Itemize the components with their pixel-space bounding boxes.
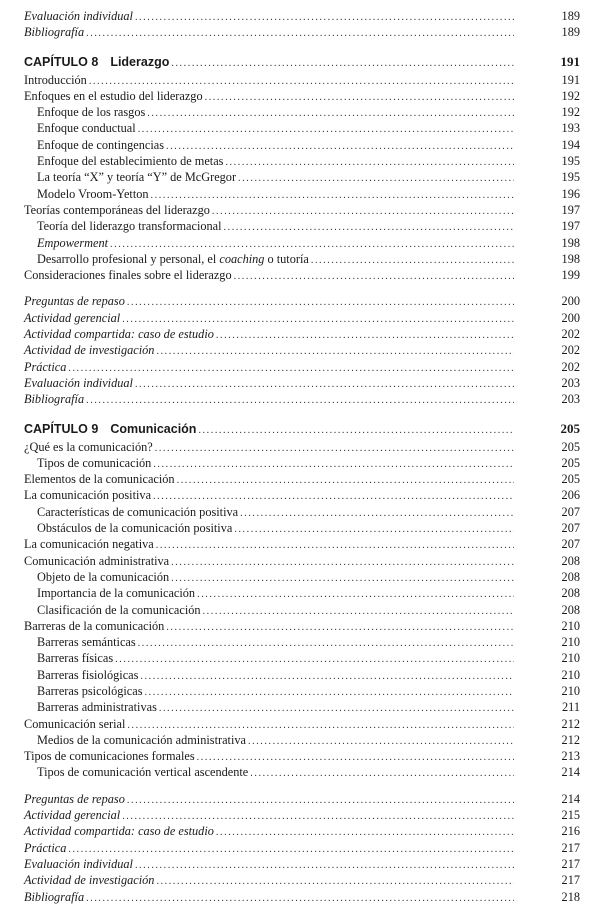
- section-entry[interactable]: [24, 267, 580, 283]
- chapter-label: CAPÍTULO 9: [24, 421, 99, 436]
- subsection-entry[interactable]: [24, 569, 580, 585]
- section-entry[interactable]: [24, 553, 580, 569]
- section-entry[interactable]: [24, 748, 580, 764]
- page-number: 194: [561, 137, 580, 152]
- dot-leader: [135, 10, 514, 26]
- dot-leader: [166, 620, 514, 636]
- entry-title: [24, 889, 84, 905]
- page-number: 207: [561, 504, 580, 519]
- chapter-heading[interactable]: [24, 54, 580, 72]
- entry-title: [24, 120, 136, 136]
- page-number: 200: [561, 294, 580, 309]
- page-number: 189: [561, 25, 580, 40]
- section-entry[interactable]: [24, 618, 580, 634]
- dot-leader: [135, 858, 514, 874]
- page-number: 205: [561, 439, 580, 454]
- page-number: 196: [561, 186, 580, 201]
- dot-leader: [135, 377, 514, 393]
- entry-text: Modelo Vroom-Yetton: [37, 186, 149, 201]
- dot-leader: [138, 636, 514, 652]
- entry-title: [24, 342, 154, 358]
- entry-title: [24, 455, 151, 471]
- section-entry[interactable]: [24, 72, 580, 88]
- subsection-entry[interactable]: [24, 218, 580, 234]
- entry-title: [24, 791, 125, 807]
- dot-leader: [205, 90, 514, 106]
- entry-text: Teorías contemporáneas del liderazgo: [24, 202, 210, 217]
- activity-entry[interactable]: [24, 823, 580, 839]
- dot-leader: [86, 26, 514, 42]
- page-number: 214: [561, 791, 580, 806]
- page-number: 205: [560, 420, 580, 436]
- entry-text: Actividad gerencial: [24, 310, 121, 325]
- dot-leader: [68, 361, 514, 377]
- entry-text: Actividad gerencial: [24, 808, 121, 823]
- page-number: 205: [561, 472, 580, 487]
- entry-title: [24, 536, 154, 552]
- entry-title: [24, 807, 120, 823]
- entry-title: [24, 326, 214, 342]
- entry-text: Actividad de investigación: [24, 343, 155, 358]
- page-number: 205: [561, 455, 580, 470]
- entry-title: [24, 104, 145, 120]
- page-number: 217: [561, 840, 580, 855]
- entry-title: [24, 618, 164, 634]
- chapter-name: Liderazgo: [110, 54, 170, 69]
- entry-text: Bibliografía: [24, 392, 85, 407]
- entry-title: [24, 487, 151, 503]
- entry-title: [24, 24, 84, 40]
- dot-leader: [225, 155, 514, 171]
- entry-title: [24, 569, 169, 585]
- entry-text: Desarrollo profesional y personal, el: [37, 251, 220, 266]
- entry-text: Barreras fisiológicas: [37, 667, 139, 682]
- entry-title: [24, 872, 154, 888]
- entry-title: [24, 520, 232, 536]
- entry-title: [24, 585, 195, 601]
- subsection-entry[interactable]: [24, 186, 580, 202]
- chapter-title: [24, 421, 196, 437]
- entry-text: Barreras administrativas: [37, 700, 157, 715]
- entry-title: [24, 186, 149, 202]
- page-number: 192: [561, 105, 580, 120]
- page-number: 206: [561, 488, 580, 503]
- entry-text: Enfoques en el estudio del liderazgo: [24, 88, 203, 103]
- entry-title: [24, 375, 133, 391]
- activity-entry[interactable]: [24, 375, 580, 391]
- subsection-entry[interactable]: [24, 650, 580, 666]
- activity-entry[interactable]: [24, 310, 580, 326]
- entry-text: Evaluación individual: [24, 9, 133, 23]
- subsection-entry[interactable]: [24, 764, 580, 780]
- page-number: 216: [561, 824, 580, 839]
- entry-title: [24, 218, 222, 234]
- dot-leader: [86, 891, 514, 907]
- entry-emphasis: coaching: [219, 251, 265, 266]
- page-number: 210: [561, 651, 580, 666]
- dot-leader: [156, 538, 514, 554]
- activity-entry[interactable]: [24, 807, 580, 823]
- dot-leader: [234, 522, 514, 538]
- entry-text: Tipos de comunicación vertical ascendente: [37, 765, 249, 780]
- entry-text: ¿Qué es la comunicación?: [24, 439, 153, 454]
- page-number: 215: [561, 808, 580, 823]
- entry-title: [24, 553, 169, 569]
- section-entry[interactable]: [24, 487, 580, 503]
- page-number: 212: [561, 716, 580, 731]
- entry-title: [24, 137, 164, 153]
- section-entry[interactable]: [24, 202, 580, 218]
- entry-text: Evaluación individual: [24, 375, 133, 390]
- subsection-entry[interactable]: [24, 732, 580, 748]
- chapter-name: Comunicación: [110, 421, 197, 436]
- entry-title: [24, 667, 138, 683]
- entry-title: [24, 471, 175, 487]
- entry-text: La teoría “X” y teoría “Y” de McGregor: [37, 170, 237, 185]
- page-number: 212: [561, 732, 580, 747]
- dot-leader: [224, 220, 514, 236]
- entry-text: Actividad compartida: caso de estudio: [24, 824, 214, 839]
- activity-entry[interactable]: [24, 840, 580, 856]
- entry-title: [24, 504, 238, 520]
- activity-entry[interactable]: [24, 791, 580, 807]
- dot-leader: [86, 393, 514, 409]
- subsection-entry[interactable]: [24, 504, 580, 520]
- page-number: 203: [561, 392, 580, 407]
- dot-leader: [212, 204, 514, 220]
- entry-title: [24, 699, 157, 715]
- entry-text: Enfoque de los rasgos: [37, 105, 146, 120]
- entry-text: Actividad compartida: caso de estudio: [24, 327, 214, 342]
- section-entry[interactable]: [24, 471, 580, 487]
- page-number: 210: [561, 618, 580, 633]
- dot-leader: [127, 295, 514, 311]
- dot-leader: [311, 253, 514, 269]
- dot-leader: [238, 171, 514, 187]
- entry-title: [24, 88, 203, 104]
- entry-text: Tipos de comunicaciones formales: [24, 749, 195, 764]
- activity-entry[interactable]: [24, 8, 580, 24]
- entry-text: Objeto de la comunicación: [37, 569, 170, 584]
- entry-title: [24, 153, 223, 169]
- dot-leader: [171, 555, 514, 571]
- entry-text: Enfoque de contingencias: [37, 137, 165, 152]
- activity-entry[interactable]: [24, 326, 580, 342]
- subsection-entry[interactable]: [24, 120, 580, 136]
- entry-title: [24, 8, 133, 24]
- table-of-contents: [24, 8, 580, 905]
- entry-title: [24, 748, 195, 764]
- entry-title: [24, 251, 309, 267]
- entry-text: Evaluación individual: [24, 856, 133, 871]
- entry-text: La comunicación positiva: [24, 488, 152, 503]
- page-number: 189: [561, 9, 580, 23]
- dot-leader: [250, 766, 514, 782]
- dot-leader: [197, 587, 514, 603]
- dot-leader: [159, 701, 514, 717]
- page-number: 217: [561, 856, 580, 871]
- entry-title: [24, 634, 136, 650]
- chapter-title: [24, 54, 169, 70]
- page-number: 218: [561, 889, 580, 904]
- entry-title: [24, 235, 108, 251]
- entry-title: [24, 359, 66, 375]
- entry-text: Barreras psicológicas: [37, 683, 143, 698]
- entry-text: La comunicación negativa: [24, 537, 154, 552]
- dot-leader: [156, 344, 514, 360]
- page-number: 210: [561, 667, 580, 682]
- page-number: 208: [561, 586, 580, 601]
- page-number: 191: [560, 53, 580, 69]
- subsection-entry[interactable]: [24, 667, 580, 683]
- page-number: 192: [561, 88, 580, 103]
- entry-text: Preguntas de repaso: [24, 791, 125, 806]
- dot-leader: [240, 506, 514, 522]
- page-number: 197: [561, 219, 580, 234]
- entry-text: Clasificación de la comunicación: [37, 602, 201, 617]
- dot-leader: [216, 825, 514, 841]
- dot-leader: [68, 842, 514, 858]
- entry-text: Empowerment: [37, 235, 109, 250]
- subsection-entry[interactable]: [24, 137, 580, 153]
- section-entry[interactable]: [24, 88, 580, 104]
- entry-text: Barreras de la comunicación: [24, 618, 165, 633]
- page-number: 191: [561, 72, 580, 87]
- section-entry[interactable]: [24, 439, 580, 455]
- page-number: 197: [561, 202, 580, 217]
- entry-text: Características de comunicación positiva: [37, 504, 239, 519]
- entry-title: [24, 823, 214, 839]
- subsection-entry[interactable]: [24, 104, 580, 120]
- activity-entry[interactable]: [24, 872, 580, 888]
- dot-leader: [171, 571, 514, 587]
- page-number: 210: [561, 683, 580, 698]
- subsection-entry[interactable]: [24, 520, 580, 536]
- subsection-entry[interactable]: [24, 634, 580, 650]
- entry-title: [24, 716, 125, 732]
- dot-leader: [127, 793, 514, 809]
- dot-leader: [171, 56, 514, 72]
- entry-text: Bibliografía: [24, 25, 85, 40]
- dot-leader: [248, 734, 514, 750]
- page-number: 208: [561, 569, 580, 584]
- subsection-entry[interactable]: [24, 235, 580, 251]
- page-number: 213: [561, 749, 580, 764]
- dot-leader: [153, 457, 514, 473]
- dot-leader: [216, 328, 514, 344]
- entry-title: [24, 267, 232, 283]
- subsection-entry[interactable]: [24, 455, 580, 471]
- page-number: 211: [562, 700, 580, 715]
- activity-entry[interactable]: [24, 856, 580, 872]
- chapter-label: CAPÍTULO 8: [24, 54, 99, 69]
- entry-text: Comunicación administrativa: [24, 553, 170, 568]
- section-entry[interactable]: [24, 716, 580, 732]
- subsection-entry[interactable]: [24, 251, 580, 267]
- subsection-entry[interactable]: [24, 699, 580, 715]
- entry-title: [24, 310, 120, 326]
- entry-text: Medios de la comunicación administrativa: [37, 732, 246, 747]
- entry-text: Importancia de la comunicación: [37, 586, 196, 601]
- dot-leader: [203, 604, 514, 620]
- page-number: 195: [561, 154, 580, 169]
- entry-text: Práctica: [24, 840, 67, 855]
- dot-leader: [140, 669, 514, 685]
- page-number: 203: [561, 375, 580, 390]
- entry-text: Práctica: [24, 359, 67, 374]
- dot-leader: [138, 122, 514, 138]
- page-number: 198: [561, 251, 580, 266]
- entry-text: Enfoque del establecimiento de metas: [37, 154, 224, 169]
- page-number: 214: [561, 765, 580, 780]
- section-entry[interactable]: [24, 536, 580, 552]
- dot-leader: [177, 473, 514, 489]
- dot-leader: [198, 423, 514, 439]
- dot-leader: [115, 652, 514, 668]
- entry-text: Obstáculos de la comunicación positiva: [37, 521, 233, 536]
- chapter-heading[interactable]: [24, 421, 580, 439]
- activity-entry[interactable]: [24, 359, 580, 375]
- page-number: 198: [561, 235, 580, 250]
- dot-leader: [155, 441, 514, 457]
- page-number: 207: [561, 521, 580, 536]
- entry-text: Enfoque conductual: [37, 121, 136, 136]
- entry-text: Introducción: [24, 72, 87, 87]
- entry-title: [24, 391, 84, 407]
- entry-text: Consideraciones finales sobre el liderazgo: [24, 268, 232, 283]
- page-number: 208: [561, 602, 580, 617]
- subsection-entry[interactable]: [24, 585, 580, 601]
- entry-title: [24, 856, 133, 872]
- subsection-entry[interactable]: [24, 153, 580, 169]
- entry-title: [24, 169, 236, 185]
- entry-title: [24, 602, 201, 618]
- entry-title: [24, 202, 210, 218]
- entry-text: Elementos de la comunicación: [24, 472, 175, 487]
- dot-leader: [147, 106, 514, 122]
- entry-title: [24, 732, 246, 748]
- entry-title: [24, 293, 125, 309]
- page-number: 195: [561, 170, 580, 185]
- page-number: 208: [561, 553, 580, 568]
- page-number: 202: [561, 327, 580, 342]
- entry-text: Actividad de investigación: [24, 873, 155, 888]
- entry-title: [24, 439, 153, 455]
- page-number: 210: [561, 635, 580, 650]
- subsection-entry[interactable]: [24, 169, 580, 185]
- entry-text: Bibliografía: [24, 889, 85, 904]
- page-number: 207: [561, 537, 580, 552]
- activity-entry[interactable]: [24, 24, 580, 40]
- entry-title: [24, 72, 87, 88]
- entry-text: Comunicación serial: [24, 716, 126, 731]
- entry-text: Teoría del liderazgo transformacional: [37, 219, 222, 234]
- entry-text: Barreras semánticas: [37, 635, 136, 650]
- entry-title: [24, 840, 66, 856]
- entry-title: [24, 683, 143, 699]
- activity-entry[interactable]: [24, 293, 580, 309]
- entry-text-rest: o tutoría: [264, 251, 309, 266]
- dot-leader: [156, 874, 514, 890]
- entry-text: Barreras físicas: [37, 651, 114, 666]
- page-number: 217: [561, 873, 580, 888]
- subsection-entry[interactable]: [24, 602, 580, 618]
- activity-entry[interactable]: [24, 391, 580, 407]
- page-number: 200: [561, 310, 580, 325]
- page-number: 193: [561, 121, 580, 136]
- page-number: 199: [561, 268, 580, 283]
- entry-text: Preguntas de repaso: [24, 294, 125, 309]
- page-number: 202: [561, 343, 580, 358]
- entry-title: [24, 650, 113, 666]
- dot-leader: [145, 685, 514, 701]
- page-number: 202: [561, 359, 580, 374]
- activity-entry[interactable]: [24, 342, 580, 358]
- dot-leader: [234, 269, 514, 285]
- activity-entry[interactable]: [24, 889, 580, 905]
- subsection-entry[interactable]: [24, 683, 580, 699]
- entry-text: Tipos de comunicación: [37, 455, 152, 470]
- entry-title: [24, 764, 248, 780]
